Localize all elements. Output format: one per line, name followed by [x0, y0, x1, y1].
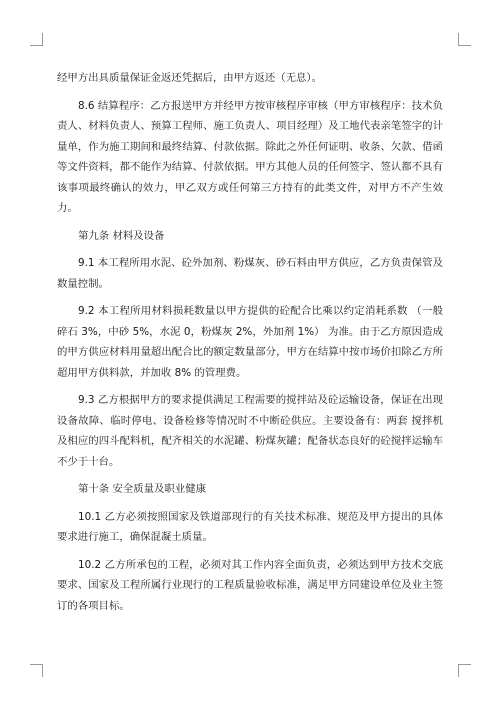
paragraph-10-1: 10.1 乙方必须按照国家及铁道部现行的有关技术标准、规范及甲方提出的具体要求进行施工，确保混凝土质量。 — [57, 510, 443, 543]
paragraph-9-3: 9.3 乙方根据甲方的要求提供满足工程需要的搅拌站及砼运输设备，保证在出现设备故障、临时停电、设备检修等情况时不中断砼供应。主要设备有：两套 搅拌机及相应的四斗配料机，配齐相关的水泥罐、粉煤灰罐；配备状态良好的砼搅拌运输车不少于十台。 — [57, 394, 443, 468]
paragraph-10-2: 10.2 乙方所承包的工程，必须对其工作内容全面负责，必须达到甲方技术交底要求、国家及工程所属行业现行的工程质量验收标准，满足甲方同建设单位及业主签订的各项目标。 — [57, 558, 443, 612]
document-body — [57, 68, 443, 623]
crop-mark-top-left — [30, 33, 43, 46]
crop-mark-bottom-right — [458, 664, 471, 677]
crop-mark-bottom-left — [30, 664, 43, 677]
paragraph-continuation: 经甲方出具质量保证金返还凭据后，由甲方返还（无息）。 — [57, 72, 322, 84]
paragraph-9-1: 9.1 本工程所用水泥、砼外加剂、粉煤灰、砂石料由甲方供应，乙方负责保管及数量控制。 — [57, 257, 443, 290]
heading-article-10: 第十条 安全质量及职业健康 — [78, 483, 206, 495]
crop-mark-top-right — [458, 33, 471, 46]
heading-article-9: 第九条 材料及设备 — [78, 229, 165, 242]
paragraph-9-2: 9.2 本工程所用材料损耗数量以甲方提供的砼配合比乘以约定消耗系数 （一般碎石 3%，中砂 5%，水泥 0，粉煤灰 2%，外加剂 1%） 为准。由于乙方原因造成的甲方供应材料用量超出配合比的额定数量部分，甲方在结算中按市场价扣除乙方所超用甲方供料款，并加收 8% 的管理费。 — [57, 305, 443, 379]
paragraph-8-6: 8.6 结算程序：乙方报送甲方并经甲方按审核程序审核（甲方审核程序：技术负责人、材料负责人、预算工程师、施工负责人、项目经理）及工地代表亲笔签字的计量单，作为施工期间和最终结算、付款依据。除此之外任何证明、收条、欠款、借函等文件资料，都不能作为结算、付款依据。甲方其他人员的任何签字、签认都不具有该事项最终确认的效力，甲乙双方或任何第三方持有的此类文件，对甲方不产生效力。 — [57, 99, 443, 214]
